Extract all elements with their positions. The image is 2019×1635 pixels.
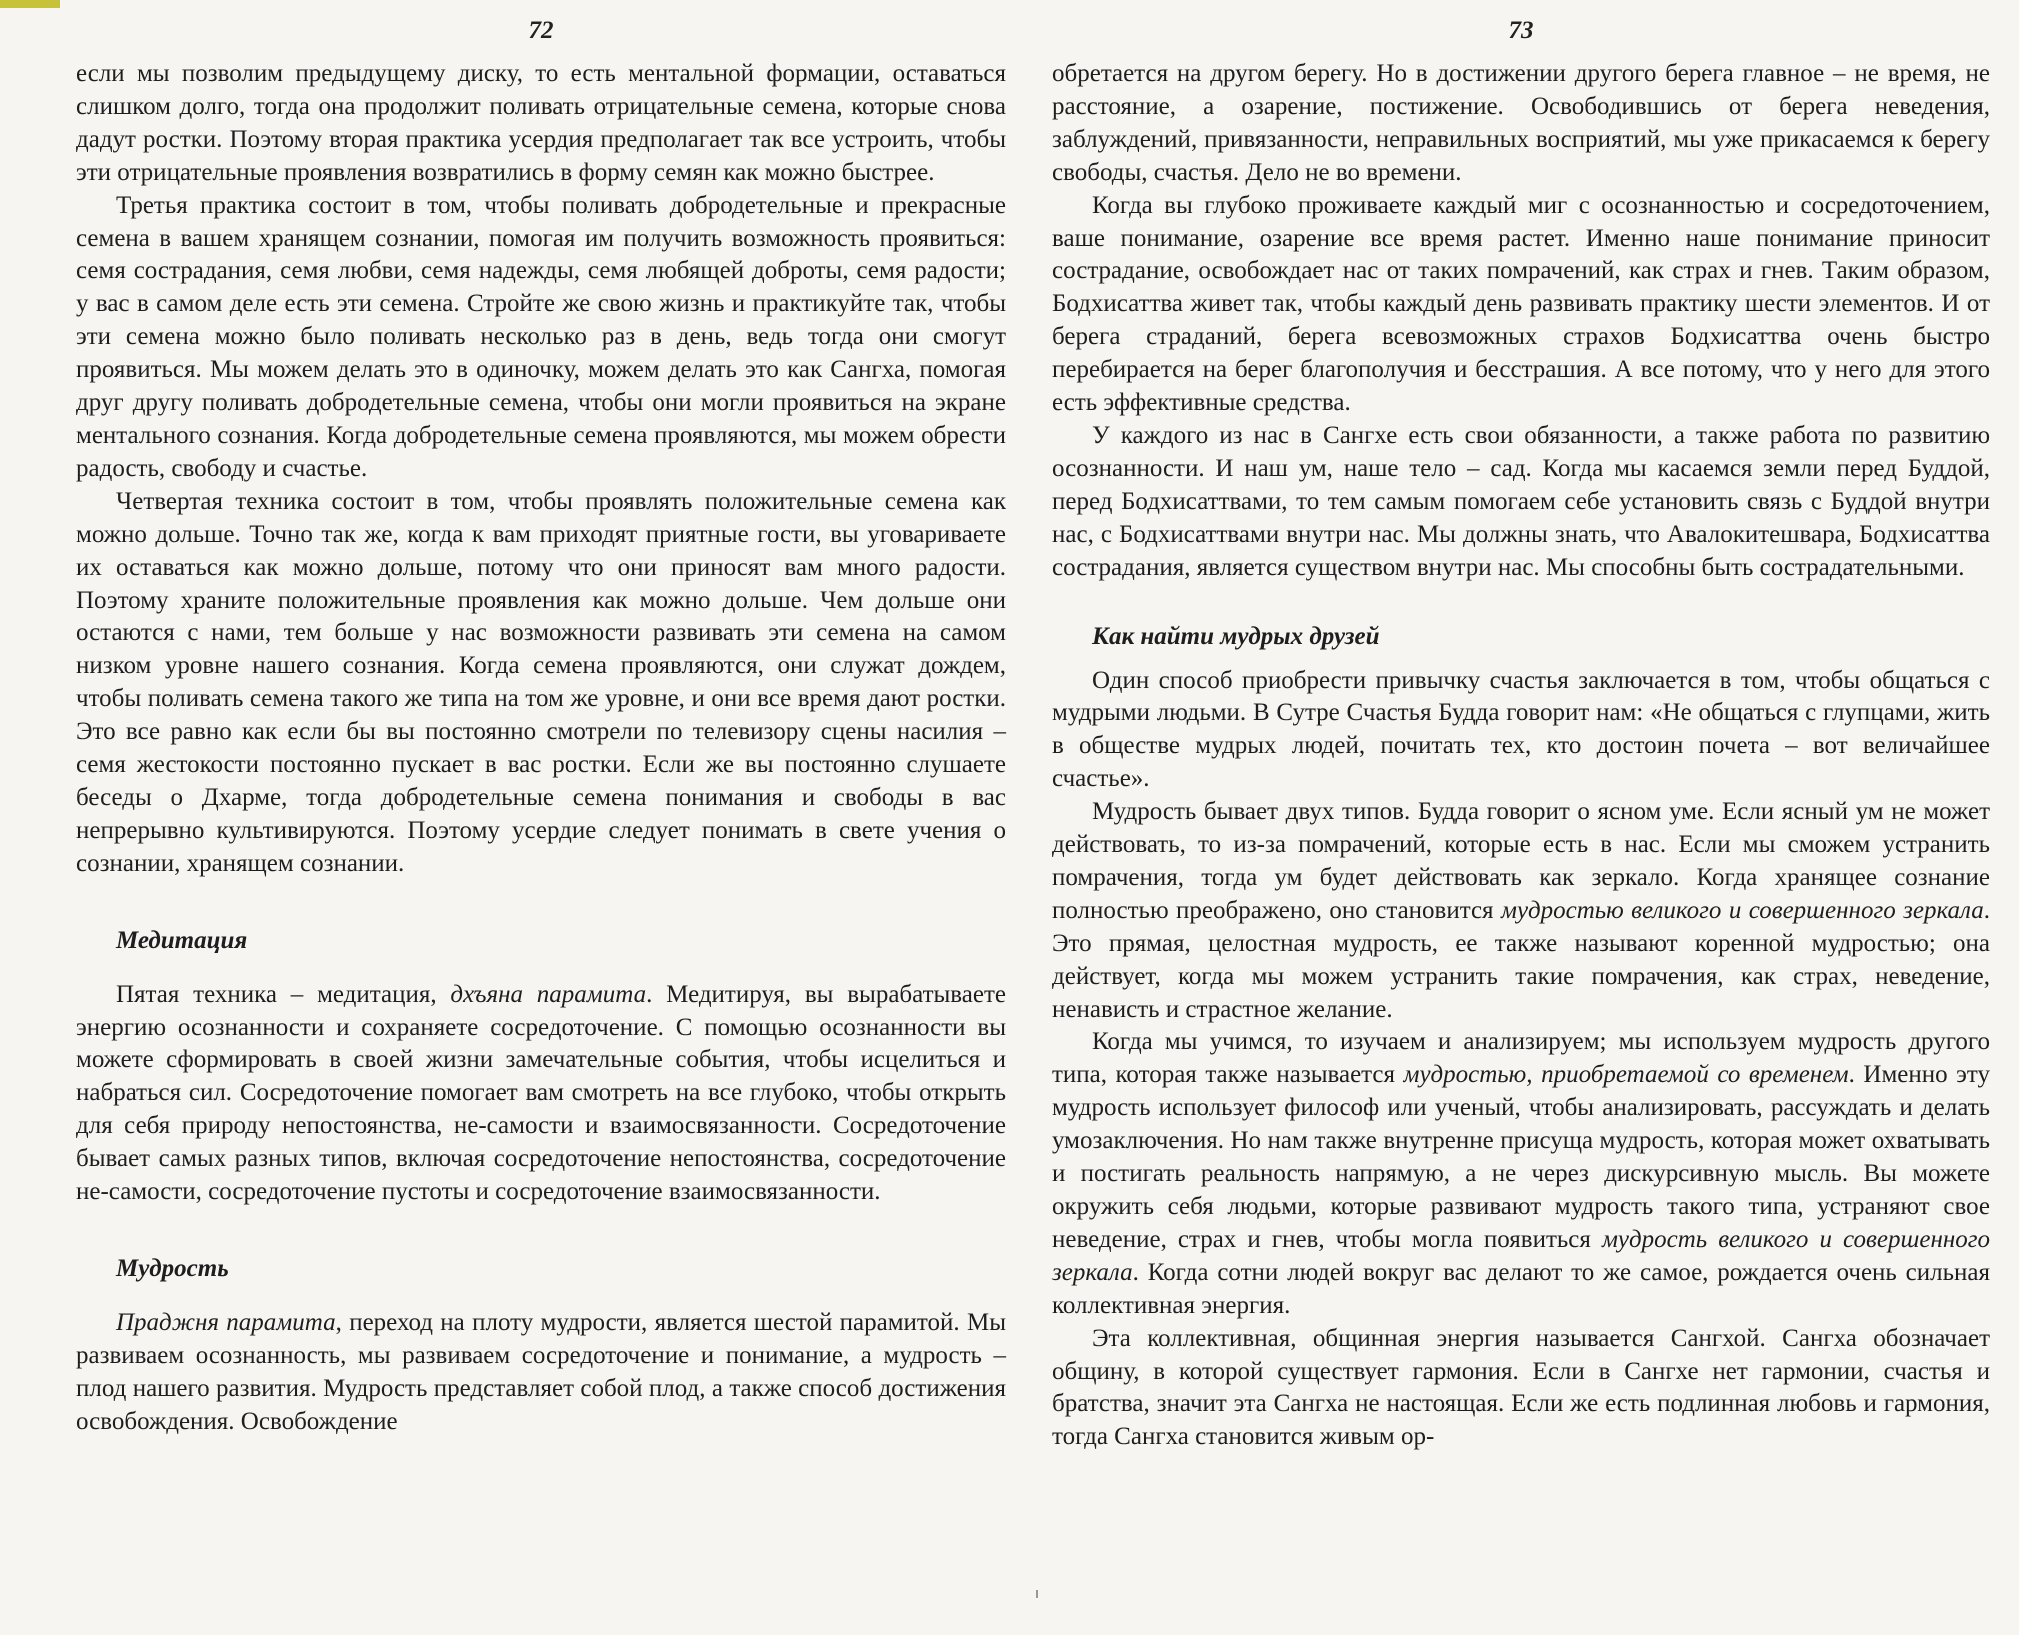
section-heading-wisdom: Мудрость (116, 1255, 229, 1282)
left-page (76, 14, 1006, 1614)
paragraph: Когда вы глубоко проживаете каждый миг с осознанностью и сосредоточением, ваше понимание, озарение все время растет. Именно наше понимание приносит сострадание, освобождает нас от таких помрачений, как страх и гнев. Таким образом, Бодхисаттва живет так, чтобы каждый день развивать практику шести элементов. И от берега страданий, берега всевозможных страхов Бодхисаттва очень быстро перебирается на берег благополучия и бесстрашия. А все потому, что у него для этого есть эффективные средства. (1052, 191, 1990, 417)
paragraph: обретается на другом берегу. Но в достижении другого берега главное – не время, не расстояние, а озарение, постижение. Освободившись от берега неведения, заблуждений, привязанности, неправильных восприятий, мы уже прикасаемся к берегу свободы, счастья. Дело не во времени. (1052, 60, 1990, 186)
page-number-right: 73 (1508, 17, 1534, 44)
paragraph: Мудрость бывает двух типов. Будда говорит о ясном уме. Если ясный ум не может действовать, то из-за помрачений, которые есть в нас. Если мы сможем устранить помрачения, тогда ум будет действовать как зеркало. Когда хранящее сознание полностью преображено, оно становится мудростью великого и совершенного зеркала. Это прямая, целостная мудрость, ее также называют коренной мудростью; она действует, когда мы можем устранить такие помрачения, как страх, неведение, ненависть и страстное желание. (1052, 798, 1991, 1023)
paragraph: если мы позволим предыдущему диску, то есть ментальной формации, оставаться слишком долго, тогда она продолжит поливать отрицательные семена, которые снова дадут ростки. Поэтому вторая практика усердия предполагает так все устроить, чтобы эти отрицательные проявления возвратились в форму семян как можно быстрее. (76, 60, 1006, 186)
section-heading-meditation: Медитация (116, 926, 248, 954)
right-page (1052, 14, 1990, 1614)
paragraph: Праджня парамита, переход на плоту мудрости, является шестой парамитой. Мы развиваем осознанность, мы развиваем сосредоточение и понимание, а мудрость – плод нашего развития. Мудрость представляет собой плод, а также способ достижения освобождения. Освобождение (76, 1309, 1006, 1435)
term: Праджня парамита (116, 1309, 336, 1336)
corner-tab (0, 0, 60, 8)
paragraph: Четвертая техника состоит в том, чтобы проявлять положительные семена как можно дольше. Точно так же, когда к вам приходят приятные гости, вы уговариваете их оставаться как можно дольше, потому что они приносят вам много радости. Поэтому храните положительные проявления как можно дольше. Чем дольше они остаются с нами, тем больше у нас возможности развивать эти семена на самом низком уровне нашего сознания. Когда семена проявляются, они служат дождем, чтобы поливать семена такого же типа на том же уровне, и они все время дают ростки. Это все равно как если бы вы постоянно смотрели по телевизору сцены насилия – семя жестокости постоянно пускает в вас ростки. Если же вы постоянно слушаете беседы о Дхарме, тогда добродетельные семена понимания и свободы в вас непрерывно культивируются. Поэтому усердие следует понимать в свете учения о сознании, хранящем сознании. (76, 487, 1006, 877)
page-number-left: 72 (528, 17, 554, 44)
paragraph: Когда мы учимся, то изучаем и анализируем; мы используем мудрость другого типа, которая также называется мудростью, приобретаемой со временем. Именно эту мудрость использует философ или ученый, чтобы анализировать, рассуждать и делать умозаключения. Но нам также внутренне присуща мудрость, которая может охватывать и постигать реальность напрямую, а не через дискурсивную мысль. Вы можете окружить себя людьми, которые развивают мудрость такого типа, устраняют свое неведение, страх и гнев, чтобы могла появиться мудрость великого и совершенного зеркала. Когда сотни людей вокруг вас делают то же самое, рождается очень сильная коллективная энергия. (1052, 1028, 1990, 1319)
paragraph: Один способ приобрести привычку счастья заключается в том, чтобы общаться с мудрыми людьми. В Сутре Счастья Будда говорит нам: «Не общаться с глупцами, жить в обществе мудрых людей, почитать тех, кто достоин почета – вот величайшее счастье». (1052, 666, 1990, 793)
term: дхъяна парамита (450, 980, 647, 1008)
paragraph: Третья практика состоит в том, чтобы поливать добродетельные и прекрасные семена в вашем хранящем сознании, помогая им получить возможность проявиться: семя сострадания, семя любви, семя надежды, семя любящей доброты, семя радости; у вас в самом деле есть эти семена. Стройте же свою жизнь и практикуйте так, чтобы эти семена можно было поливать несколько раз в день, ведь тогда они смогут проявиться. Мы можем делать это в одиночку, можем делать это как Сангха, помогая друг другу поливать добродетельные семена, чтобы они могли проявиться на экране ментального сознания. Когда добродетельные семена проявляются, мы можем обрести радость, свободу и счастье. (76, 191, 1006, 482)
paragraph: Эта коллективная, общинная энергия называется Сангхой. Сангха обозначает общину, в которой существует гармония. Если в Сангхе нет гармонии, счастья и братства, значит эта Сангха не настоящая. Если же есть подлинная любовь и гармония, тогда Сангха становится живым ор- (1052, 1324, 1990, 1451)
left-page-body (76, 58, 1006, 1439)
section-heading-wise-friends: Как найти мудрых друзей (1092, 622, 1380, 650)
paragraph: Пятая техника – медитация, дхъяна парамита. Медитируя, вы вырабатываете энергию осознанности и сохраняете сосредоточение. С помощью осознанности вы можете сформировать в своей жизни замечательные события, чтобы исцелиться и набраться сил. Сосредоточение помогает вам смотреть на все глубоко, чтобы открыть для себя природу непостоянства, не-самости и взаимосвязанности. Сосредоточение бывает самых разных типов, включая сосредоточение непостоянства, сосредоточение не-самости, сосредоточение пустоты и сосредоточение взаимосвязанности. (76, 980, 1006, 1206)
paragraph: У каждого из нас в Сангхе есть свои обязанности, а также работа по развитию осознанности. И наш ум, наше тело – сад. Когда мы касаемся земли перед Буддой, перед Бодхисаттвами, то тем самым помогаем себе установить связь с Буддой внутри нас, с Бодхисаттвами внутри нас. Мы должны знать, что Авалокитешвара, Бодхисаттва сострадания, является существом внутри нас. Мы способны быть сострадательными. (1052, 421, 1990, 581)
term: мудростью, приобретаемой со временем (1403, 1061, 1849, 1089)
term: мудрость великого и совершенного зеркала (1052, 1225, 1990, 1286)
term: мудростью великого и совершенного зеркала (1500, 896, 1984, 924)
right-page-body (1052, 58, 1990, 1454)
gutter-mark (1036, 1590, 1038, 1598)
